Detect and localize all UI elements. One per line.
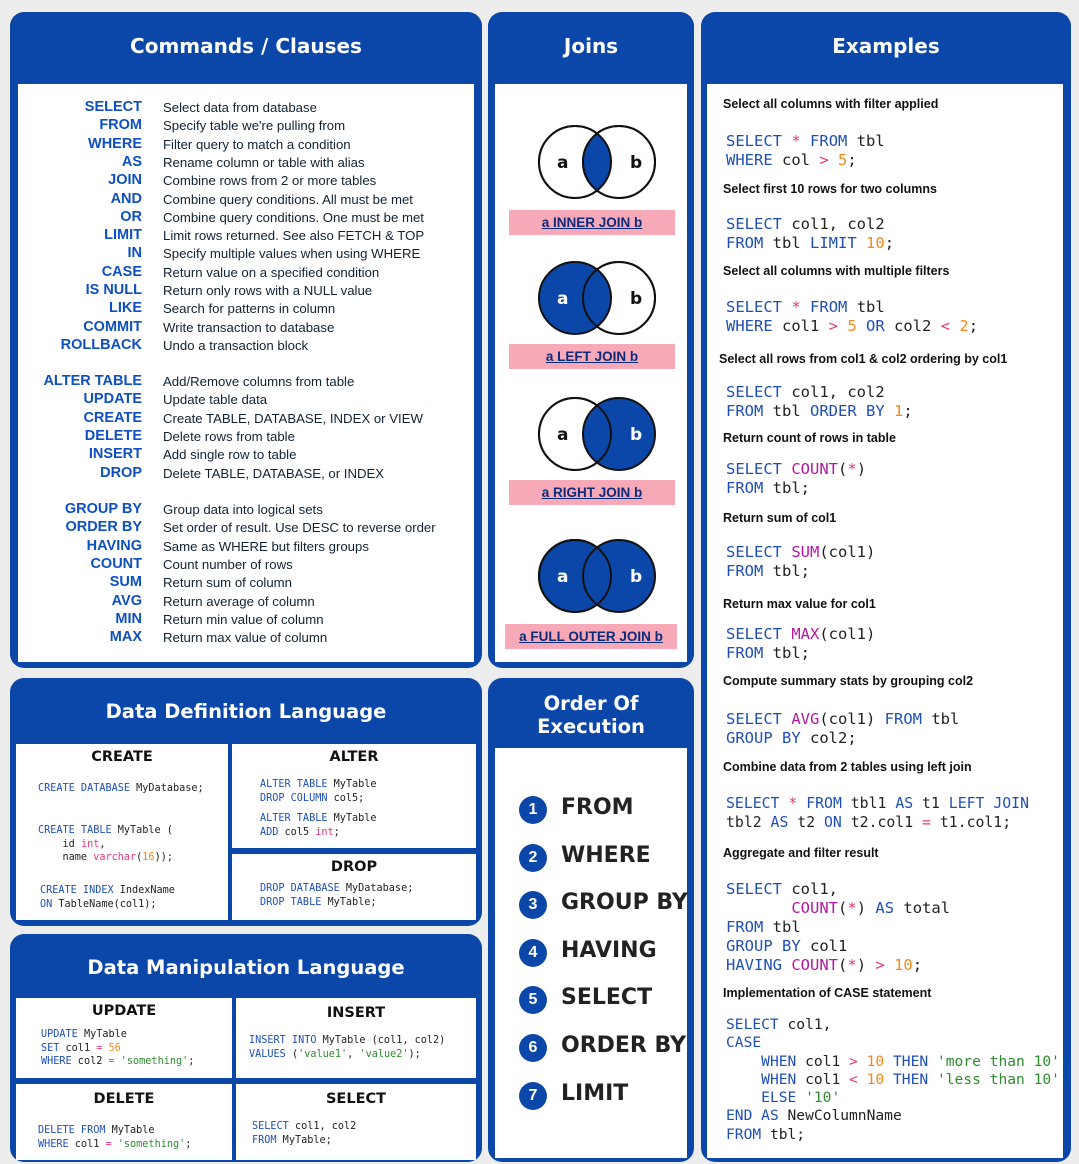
dml-insert-cell: [236, 998, 476, 1078]
command-keyword: LIMIT: [104, 227, 142, 244]
inner-join-label: a INNER JOIN b: [509, 210, 675, 235]
step-number-badge: 3: [519, 891, 547, 919]
command-keyword: IN: [127, 245, 142, 262]
example-heading: Select all columns with filter applied: [723, 97, 939, 111]
example-code: SELECT col1, COUNT(*) AS total FROM tbl GROUP BY col1 HAVING COUNT(*) > 10;: [726, 880, 951, 974]
example-code: SELECT col1, CASE WHEN col1 > 10 THEN 'more than 10' WHEN col1 < 10 THEN 'less than 10' ELSE '10' END AS NewColumnName FROM tbl;: [726, 1016, 1060, 1143]
command-description: Same as WHERE but filters groups: [163, 538, 369, 554]
command-keyword: DROP: [100, 464, 142, 481]
command-keyword: AVG: [111, 592, 142, 609]
command-keyword: MIN: [115, 610, 142, 627]
example-heading: Implementation of CASE statement: [723, 986, 932, 1000]
command-keyword: OR: [120, 208, 142, 225]
command-description: Return value on a specified condition: [163, 264, 380, 280]
command-row: [18, 210, 474, 228]
ddl-alter-heading: ALTER: [329, 749, 379, 765]
dml-panel: [10, 934, 482, 1162]
command-keyword: SELECT: [84, 99, 142, 115]
command-keyword: UPDATE: [83, 391, 142, 408]
joins-panel: [488, 12, 694, 668]
example-heading: Return sum of col1: [723, 511, 837, 525]
order-panel: [488, 678, 694, 1162]
example-code: SELECT col1, col2 FROM tbl LIMIT 10;: [726, 215, 895, 252]
command-description: Write transaction to database: [163, 319, 335, 335]
dml-select-cell: [236, 1084, 476, 1160]
command-description: Create TABLE, DATABASE, INDEX or VIEW: [163, 410, 423, 426]
order-list: [495, 748, 687, 1158]
step-label: HAVING: [561, 937, 657, 963]
example-heading: Select all rows from col1 & col2 ordering by col1: [719, 352, 1008, 366]
command-keyword: CASE: [101, 263, 142, 280]
command-description: Rename column or table with alias: [163, 154, 365, 170]
ddl-panel: [10, 678, 482, 926]
step-number-badge: 6: [519, 1034, 547, 1062]
insert-code: INSERT INTO MyTable (col1, col2) VALUES ('value1', 'value2');: [249, 1035, 446, 1060]
command-keyword: FROM: [99, 117, 142, 134]
command-row: [18, 466, 474, 484]
dml-insert-heading: INSERT: [326, 1005, 386, 1021]
command-keyword: HAVING: [86, 537, 142, 554]
command-description: Combine query conditions. One must be met: [163, 209, 424, 225]
command-description: Set order of result. Use DESC to reverse order: [163, 520, 436, 536]
command-row: [18, 338, 474, 356]
command-row: [18, 320, 474, 338]
circle-a-label: a: [557, 153, 569, 173]
command-keyword: ROLLBACK: [60, 336, 142, 353]
command-row: [18, 228, 474, 246]
command-row: [18, 283, 474, 301]
command-row: [18, 246, 474, 264]
command-row: [18, 411, 474, 429]
drop-code: DROP DATABASE MyDatabase; DROP TABLE MyTable;: [260, 883, 414, 908]
command-keyword: WHERE: [88, 135, 142, 152]
right-join-label: a RIGHT JOIN b: [509, 480, 675, 505]
circle-a-label: a: [557, 567, 569, 587]
example-heading: Return count of rows in table: [723, 431, 896, 445]
command-keyword: JOIN: [108, 172, 142, 189]
step-label: WHERE: [561, 842, 651, 868]
examples-title: Examples: [832, 34, 940, 58]
commands-body: [18, 84, 474, 662]
command-row: [18, 502, 474, 520]
dml-title: Data Manipulation Language: [87, 956, 405, 979]
command-keyword: CREATE: [83, 409, 142, 426]
command-description: Return only rows with a NULL value: [163, 283, 373, 298]
command-row: [18, 557, 474, 575]
command-description: Return average of column: [163, 593, 315, 609]
inner-join-venn-icon: [535, 124, 659, 200]
example-heading: Aggregate and filter result: [723, 846, 879, 860]
left-join-label: a LEFT JOIN b: [509, 344, 675, 369]
ddl-title: Data Definition Language: [105, 700, 387, 723]
command-description: Search for patterns in column: [163, 301, 336, 317]
command-description: Group data into logical sets: [163, 502, 323, 517]
step-number-badge: 1: [519, 796, 547, 824]
command-keyword: AND: [110, 190, 142, 207]
command-keyword: COMMIT: [83, 318, 142, 335]
command-row: [18, 100, 474, 118]
ddl-drop-heading: DROP: [330, 859, 378, 875]
circle-b-label: b: [630, 567, 643, 587]
command-row: [18, 192, 474, 210]
command-description: Add/Remove columns from table: [163, 374, 355, 389]
ddl-create-cell: [16, 744, 228, 920]
example-heading: Combine data from 2 tables using left join: [723, 760, 972, 774]
step-label: ORDER BY: [561, 1033, 687, 1058]
dml-update-heading: UPDATE: [91, 1003, 157, 1019]
alter-add-code: ALTER TABLE MyTable ADD col5 int;: [260, 813, 377, 838]
command-row: [18, 447, 474, 465]
example-code: SELECT MAX(col1) FROM tbl;: [726, 625, 876, 662]
example-heading: Compute summary stats by grouping col2: [723, 674, 974, 688]
alter-drop-code: ALTER TABLE MyTable DROP COLUMN col5;: [260, 779, 377, 804]
command-description: Filter query to match a condition: [163, 136, 351, 152]
ddl-drop-cell: [232, 854, 476, 920]
command-row: [18, 374, 474, 392]
command-row: [18, 630, 474, 648]
dml-delete-heading: DELETE: [93, 1091, 155, 1107]
command-row: [18, 612, 474, 630]
command-row: [18, 173, 474, 191]
step-number-badge: 4: [519, 939, 547, 967]
circle-b-label: b: [630, 153, 643, 173]
ddl-alter-cell: [232, 744, 476, 848]
command-description: Update table data: [163, 392, 268, 408]
create-index-code: CREATE INDEX IndexName ON TableName(col1);: [40, 885, 175, 910]
example-code: SELECT * FROM tbl WHERE col1 > 5 OR col2 < 2;: [726, 298, 979, 335]
command-description: Select data from database: [163, 100, 317, 115]
full-outer-join-label: a FULL OUTER JOIN b: [505, 624, 677, 649]
step-number-badge: 5: [519, 986, 547, 1014]
command-row: [18, 137, 474, 155]
example-heading: Select first 10 rows for two columns: [723, 182, 937, 196]
examples-list: [707, 84, 1063, 1158]
command-description: Return max value of column: [163, 630, 328, 646]
command-description: Combine query conditions. All must be met: [163, 191, 413, 207]
circle-a-label: a: [557, 289, 569, 309]
example-code: SELECT COUNT(*) FROM tbl;: [726, 460, 867, 497]
step-label: FROM: [561, 795, 634, 820]
dml-update-cell: [16, 998, 232, 1078]
commands-list: [18, 84, 474, 662]
dml-delete-cell: [16, 1084, 232, 1160]
select-code: SELECT col1, col2 FROM MyTable;: [252, 1121, 357, 1146]
left-join-venn-icon: [535, 260, 659, 336]
command-keyword: COUNT: [90, 555, 142, 572]
ddl-create-heading: CREATE: [91, 749, 153, 765]
command-description: Delete rows from table: [163, 428, 295, 444]
example-heading: Return max value for col1: [723, 597, 876, 611]
example-heading: Select all columns with multiple filters: [723, 264, 950, 278]
command-row: [18, 575, 474, 593]
command-description: Specify table we're pulling from: [163, 118, 346, 134]
step-label: SELECT: [561, 985, 653, 1011]
commands-panel: [10, 12, 482, 668]
circle-b-label: b: [630, 289, 643, 309]
step-number-badge: 7: [519, 1082, 547, 1110]
command-row: [18, 594, 474, 612]
command-description: Delete TABLE, DATABASE, or INDEX: [163, 465, 385, 481]
create-table-code: CREATE TABLE MyTable ( id int, name varchar(16));: [38, 825, 173, 863]
circle-a-label: a: [557, 425, 569, 445]
command-description: Return min value of column: [163, 611, 324, 627]
command-keyword: IS NULL: [85, 282, 142, 298]
command-row: [18, 265, 474, 283]
step-number-badge: 2: [519, 844, 547, 872]
command-keyword: AS: [121, 153, 142, 170]
create-database-code: CREATE DATABASE MyDatabase;: [38, 783, 204, 794]
circle-b-label: b: [630, 425, 643, 445]
command-row: [18, 520, 474, 538]
example-code: SELECT * FROM tbl WHERE col > 5;: [726, 132, 885, 169]
order-title-line1: Order Of: [543, 692, 639, 715]
command-description: Limit rows returned. See also FETCH & TOP: [163, 228, 425, 244]
order-title-line2: Execution: [537, 715, 645, 738]
command-keyword: SUM: [109, 574, 142, 591]
command-description: Count number of rows: [163, 556, 293, 572]
command-row: [18, 118, 474, 136]
command-keyword: LIKE: [108, 300, 142, 317]
examples-panel: [701, 12, 1071, 1162]
command-description: Return sum of column: [163, 575, 292, 591]
command-description: Combine rows from 2 or more tables: [163, 173, 377, 189]
right-join-venn-icon: [535, 396, 659, 472]
command-keyword: ALTER TABLE: [43, 373, 142, 389]
delete-code: DELETE FROM MyTable WHERE col1 = 'something';: [38, 1125, 192, 1150]
full-outer-join-venn-icon: [535, 538, 659, 614]
command-row: [18, 392, 474, 410]
example-code: SELECT col1, col2 FROM tbl ORDER BY 1;: [726, 383, 913, 420]
update-code: UPDATE MyTable SET col1 = 56 WHERE col2 = 'something';: [41, 1029, 195, 1067]
example-code: SELECT AVG(col1) FROM tbl GROUP BY col2;: [726, 710, 960, 747]
command-description: Specify multiple values when using WHERE: [163, 246, 421, 262]
command-row: [18, 301, 474, 319]
joins-title: Joins: [563, 34, 619, 58]
examples-body: [707, 84, 1063, 1158]
command-row: [18, 155, 474, 173]
command-keyword: INSERT: [88, 446, 142, 463]
step-label: LIMIT: [561, 1080, 629, 1106]
command-description: Add single row to table: [163, 447, 297, 463]
command-keyword: MAX: [109, 629, 142, 646]
command-keyword: ORDER BY: [65, 519, 142, 536]
dml-select-heading: SELECT: [325, 1091, 387, 1107]
commands-title: Commands / Clauses: [130, 34, 362, 58]
command-description: Undo a transaction block: [163, 337, 309, 353]
command-keyword: DELETE: [84, 427, 142, 444]
command-row: [18, 539, 474, 557]
joins-body: [495, 84, 687, 662]
example-code: SELECT SUM(col1) FROM tbl;: [726, 543, 876, 580]
order-body: [495, 748, 687, 1158]
example-code: SELECT * FROM tbl1 AS t1 LEFT JOIN tbl2 AS t2 ON t2.col1 = t1.col1;: [726, 795, 1029, 831]
command-keyword: GROUP BY: [64, 501, 142, 517]
step-label: GROUP BY: [561, 890, 688, 916]
command-row: [18, 429, 474, 447]
